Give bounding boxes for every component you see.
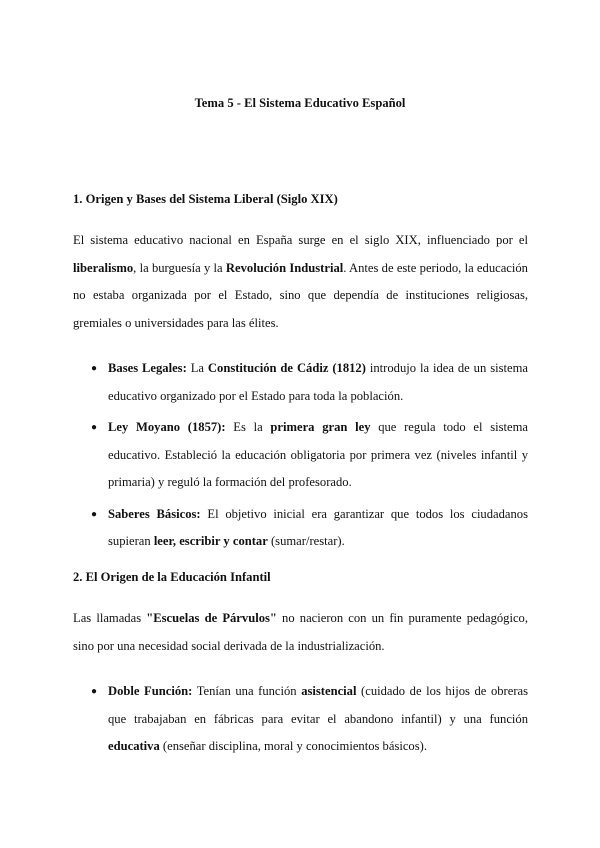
- text-run: Es la: [225, 420, 271, 434]
- section-2: [73, 570, 528, 765]
- bullet-dot-icon: ●: [91, 508, 98, 520]
- section-1: [73, 192, 528, 560]
- bold-run: primera gran ley: [270, 420, 371, 434]
- text-run: Tenían una función: [192, 684, 302, 698]
- bullet-label: Saberes Básicos:: [108, 506, 201, 521]
- section-1-paragraph: [73, 227, 528, 337]
- bullet-label: Bases Legales:: [108, 361, 187, 375]
- bold-run: Constitución de Cádiz (1812): [207, 361, 366, 375]
- text-run: , la burguesía y la: [133, 260, 226, 275]
- text-run: (sumar/restar).: [267, 534, 345, 548]
- text-run: El sistema educativo nacional en España surge en el siglo XIX, influenciado por el: [73, 233, 528, 247]
- text-run: que regula todo el sistema educativo. Estableció la educación obligatoria por primera vez (niveles infantil y primaria) y reguló la formación del profesorado.: [108, 420, 528, 489]
- bold-run: asistencial: [301, 684, 357, 698]
- section-2-paragraph: [73, 605, 528, 660]
- bullet-label: Ley Moyano (1857):: [108, 420, 226, 434]
- bullet-item: [73, 414, 528, 497]
- bullet-dot-icon: ●: [91, 363, 98, 374]
- text-run: La: [186, 361, 208, 375]
- bullet-label: Doble Función:: [108, 684, 193, 698]
- text-run: no nacieron con un fin puramente pedagógico, sino por una necesidad social derivada de la industrialización.: [73, 611, 528, 653]
- text-run: introdujo la idea de un sistema educativo organizado por el Estado para toda la población.: [108, 361, 528, 403]
- bold-run: "Escuelas de Párvulos": [146, 611, 277, 625]
- bullet-item: [73, 501, 528, 556]
- bullet-dot-icon: ●: [91, 422, 98, 433]
- text-run: (cuidado de los hijos de obreras que trabajaban en fábricas para evitar el abandono infantil) y una función: [108, 684, 529, 726]
- text-run: Las llamadas: [73, 611, 147, 625]
- bullet-dot-icon: ●: [91, 686, 98, 697]
- bold-run: liberalismo: [73, 260, 134, 275]
- bullet-item: [73, 678, 528, 761]
- bold-run: Revolución Industrial: [225, 260, 344, 275]
- text-run: El objetivo inicial era garantizar que todos los ciudadanos supieran: [108, 506, 529, 548]
- bold-run: leer, escribir y contar: [153, 534, 268, 548]
- section-2-bullet-list: [73, 678, 528, 761]
- text-run: . Antes de este periodo, la educación no estaba organizada por el Estado, sino que dependía de instituciones religiosas, gremiales o universidades para las élites.: [73, 260, 528, 330]
- section-1-heading: 1. Origen y Bases del Sistema Liberal (Siglo XIX): [73, 192, 338, 206]
- bold-run: educativa: [108, 739, 160, 753]
- section-2-heading: 2. El Origen de la Educación Infantil: [73, 570, 271, 584]
- document-title: Tema 5 - El Sistema Educativo Español: [194, 96, 406, 110]
- section-1-bullet-list: [73, 355, 528, 556]
- bullet-item: [73, 355, 528, 410]
- text-run: (enseñar disciplina, moral y conocimientos básicos).: [159, 739, 427, 753]
